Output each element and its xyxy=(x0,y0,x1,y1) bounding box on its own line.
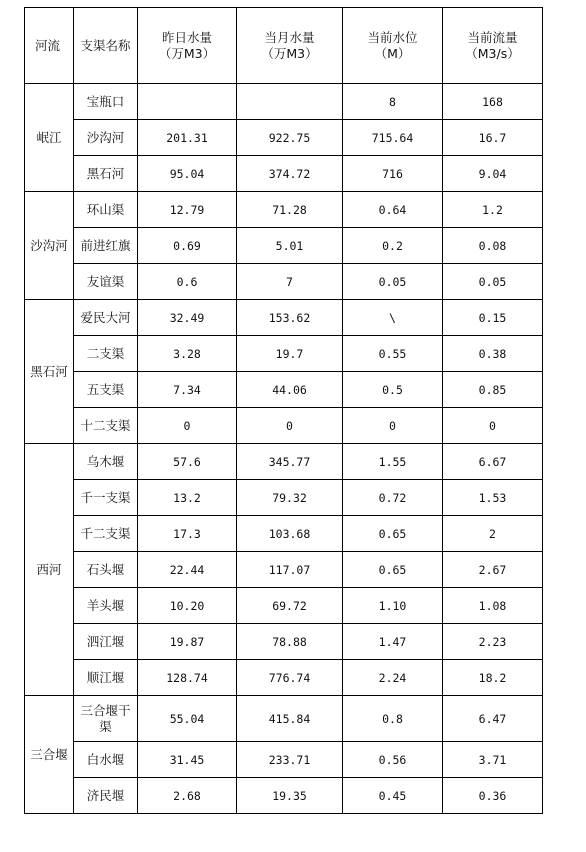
river-name-cell: 岷江 xyxy=(25,84,74,192)
month-volume-cell: 922.75 xyxy=(237,120,343,156)
yesterday-volume-cell xyxy=(138,84,237,120)
yesterday-volume-cell: 10.20 xyxy=(138,588,237,624)
header-branch: 支渠名称 xyxy=(74,8,138,84)
branch-name-cell: 石头堰 xyxy=(74,552,138,588)
table-row xyxy=(25,660,543,696)
flow-rate-cell: 9.04 xyxy=(443,156,543,192)
yesterday-volume-cell: 17.3 xyxy=(138,516,237,552)
flow-rate-cell: 0 xyxy=(443,408,543,444)
table-row xyxy=(25,742,543,778)
header-level-line1: 当前水位 xyxy=(367,29,418,45)
water-level-cell: 0.55 xyxy=(343,336,443,372)
water-data-table xyxy=(24,7,543,814)
table-row xyxy=(25,588,543,624)
branch-name-cell: 十二支渠 xyxy=(74,408,138,444)
water-level-cell: 0.45 xyxy=(343,778,443,814)
flow-rate-cell: 0.38 xyxy=(443,336,543,372)
table-row xyxy=(25,444,543,480)
water-level-cell: 1.55 xyxy=(343,444,443,480)
flow-rate-cell: 6.47 xyxy=(443,696,543,742)
month-volume-cell: 69.72 xyxy=(237,588,343,624)
month-volume-cell: 0 xyxy=(237,408,343,444)
branch-name-cell: 宝瓶口 xyxy=(74,84,138,120)
water-level-cell: 1.10 xyxy=(343,588,443,624)
month-volume-cell: 153.62 xyxy=(237,300,343,336)
flow-rate-cell: 1.2 xyxy=(443,192,543,228)
month-volume-cell: 374.72 xyxy=(237,156,343,192)
flow-rate-cell: 2.23 xyxy=(443,624,543,660)
month-volume-cell: 71.28 xyxy=(237,192,343,228)
header-month-line2: （万M3） xyxy=(261,45,318,61)
river-name-cell: 沙沟河 xyxy=(25,192,74,300)
table-row xyxy=(25,516,543,552)
yesterday-volume-cell: 128.74 xyxy=(138,660,237,696)
branch-name-cell: 千二支渠 xyxy=(74,516,138,552)
header-row xyxy=(25,8,543,84)
header-month-volume xyxy=(237,8,343,84)
water-level-cell: 0.65 xyxy=(343,516,443,552)
branch-name-cell: 友谊渠 xyxy=(74,264,138,300)
month-volume-cell: 19.7 xyxy=(237,336,343,372)
branch-name-cell: 顺江堰 xyxy=(74,660,138,696)
month-volume-cell: 19.35 xyxy=(237,778,343,814)
branch-name-cell: 羊头堰 xyxy=(74,588,138,624)
table-row xyxy=(25,264,543,300)
flow-rate-cell: 0.85 xyxy=(443,372,543,408)
month-volume-cell: 5.01 xyxy=(237,228,343,264)
yesterday-volume-cell: 7.34 xyxy=(138,372,237,408)
water-level-cell: 1.47 xyxy=(343,624,443,660)
table-row xyxy=(25,552,543,588)
river-name-cell: 三合堰 xyxy=(25,696,74,814)
water-level-cell: 2.24 xyxy=(343,660,443,696)
table-row xyxy=(25,696,543,742)
yesterday-volume-cell: 31.45 xyxy=(138,742,237,778)
branch-name-cell: 二支渠 xyxy=(74,336,138,372)
month-volume-cell: 117.07 xyxy=(237,552,343,588)
month-volume-cell: 79.32 xyxy=(237,480,343,516)
yesterday-volume-cell: 55.04 xyxy=(138,696,237,742)
flow-rate-cell: 3.71 xyxy=(443,742,543,778)
yesterday-volume-cell: 19.87 xyxy=(138,624,237,660)
table-row xyxy=(25,84,543,120)
header-flow-line1: 当前流量 xyxy=(467,29,518,45)
month-volume-cell: 345.77 xyxy=(237,444,343,480)
water-level-cell: 0.5 xyxy=(343,372,443,408)
river-name-cell: 西河 xyxy=(25,444,74,696)
yesterday-volume-cell: 95.04 xyxy=(138,156,237,192)
branch-name-cell: 前进红旗 xyxy=(74,228,138,264)
yesterday-volume-cell: 57.6 xyxy=(138,444,237,480)
branch-name-cell: 五支渠 xyxy=(74,372,138,408)
flow-rate-cell: 16.7 xyxy=(443,120,543,156)
branch-name-cell: 黑石河 xyxy=(74,156,138,192)
branch-name-cell: 千一支渠 xyxy=(74,480,138,516)
flow-rate-cell: 0.15 xyxy=(443,300,543,336)
yesterday-volume-cell: 0.69 xyxy=(138,228,237,264)
flow-rate-cell: 0.36 xyxy=(443,778,543,814)
table-row xyxy=(25,480,543,516)
table-row xyxy=(25,372,543,408)
water-level-cell: 0.64 xyxy=(343,192,443,228)
table-row xyxy=(25,300,543,336)
branch-name-cell: 白水堰 xyxy=(74,742,138,778)
flow-rate-cell: 1.08 xyxy=(443,588,543,624)
month-volume-cell: 415.84 xyxy=(237,696,343,742)
header-yesterday-volume xyxy=(138,8,237,84)
header-flow-rate xyxy=(443,8,543,84)
yesterday-volume-cell: 201.31 xyxy=(138,120,237,156)
water-level-cell: 0.56 xyxy=(343,742,443,778)
header-yesterday-line1: 昨日水量 xyxy=(161,29,212,45)
month-volume-cell xyxy=(237,84,343,120)
month-volume-cell: 233.71 xyxy=(237,742,343,778)
water-level-cell: 716 xyxy=(343,156,443,192)
month-volume-cell: 7 xyxy=(237,264,343,300)
flow-rate-cell: 2.67 xyxy=(443,552,543,588)
flow-rate-cell: 6.67 xyxy=(443,444,543,480)
table-row xyxy=(25,228,543,264)
yesterday-volume-cell: 32.49 xyxy=(138,300,237,336)
water-level-cell: 0.2 xyxy=(343,228,443,264)
water-level-cell: 715.64 xyxy=(343,120,443,156)
table-row xyxy=(25,156,543,192)
water-level-cell: \ xyxy=(343,300,443,336)
water-level-cell: 8 xyxy=(343,84,443,120)
table-row xyxy=(25,778,543,814)
month-volume-cell: 103.68 xyxy=(237,516,343,552)
branch-name-cell: 沙沟河 xyxy=(74,120,138,156)
month-volume-cell: 78.88 xyxy=(237,624,343,660)
river-name-cell: 黑石河 xyxy=(25,300,74,444)
table-row xyxy=(25,336,543,372)
header-level-line2: （M） xyxy=(374,45,411,61)
water-level-cell: 0.65 xyxy=(343,552,443,588)
table-row xyxy=(25,192,543,228)
yesterday-volume-cell: 22.44 xyxy=(138,552,237,588)
yesterday-volume-cell: 2.68 xyxy=(138,778,237,814)
header-month-line1: 当月水量 xyxy=(264,29,315,45)
flow-rate-cell: 2 xyxy=(443,516,543,552)
header-river: 河流 xyxy=(25,8,74,84)
month-volume-cell: 44.06 xyxy=(237,372,343,408)
header-flow-line2: （M3/s） xyxy=(465,45,520,61)
branch-name-cell: 乌木堰 xyxy=(74,444,138,480)
yesterday-volume-cell: 3.28 xyxy=(138,336,237,372)
water-level-cell: 0.8 xyxy=(343,696,443,742)
header-yesterday-line2: （万M3） xyxy=(158,45,216,61)
month-volume-cell: 776.74 xyxy=(237,660,343,696)
yesterday-volume-cell: 13.2 xyxy=(138,480,237,516)
table-body xyxy=(25,84,543,814)
water-level-cell: 0.05 xyxy=(343,264,443,300)
branch-name-cell: 环山渠 xyxy=(74,192,138,228)
flow-rate-cell: 0.08 xyxy=(443,228,543,264)
table-row xyxy=(25,624,543,660)
branch-name-cell: 济民堰 xyxy=(74,778,138,814)
yesterday-volume-cell: 12.79 xyxy=(138,192,237,228)
branch-name-cell: 泗江堰 xyxy=(74,624,138,660)
branch-name-cell: 爱民大河 xyxy=(74,300,138,336)
yesterday-volume-cell: 0 xyxy=(138,408,237,444)
flow-rate-cell: 1.53 xyxy=(443,480,543,516)
header-water-level xyxy=(343,8,443,84)
yesterday-volume-cell: 0.6 xyxy=(138,264,237,300)
flow-rate-cell: 18.2 xyxy=(443,660,543,696)
flow-rate-cell: 168 xyxy=(443,84,543,120)
flow-rate-cell: 0.05 xyxy=(443,264,543,300)
water-level-cell: 0 xyxy=(343,408,443,444)
branch-name-cell: 三合堰干渠 xyxy=(74,696,138,742)
table-row xyxy=(25,120,543,156)
water-level-cell: 0.72 xyxy=(343,480,443,516)
table-row xyxy=(25,408,543,444)
